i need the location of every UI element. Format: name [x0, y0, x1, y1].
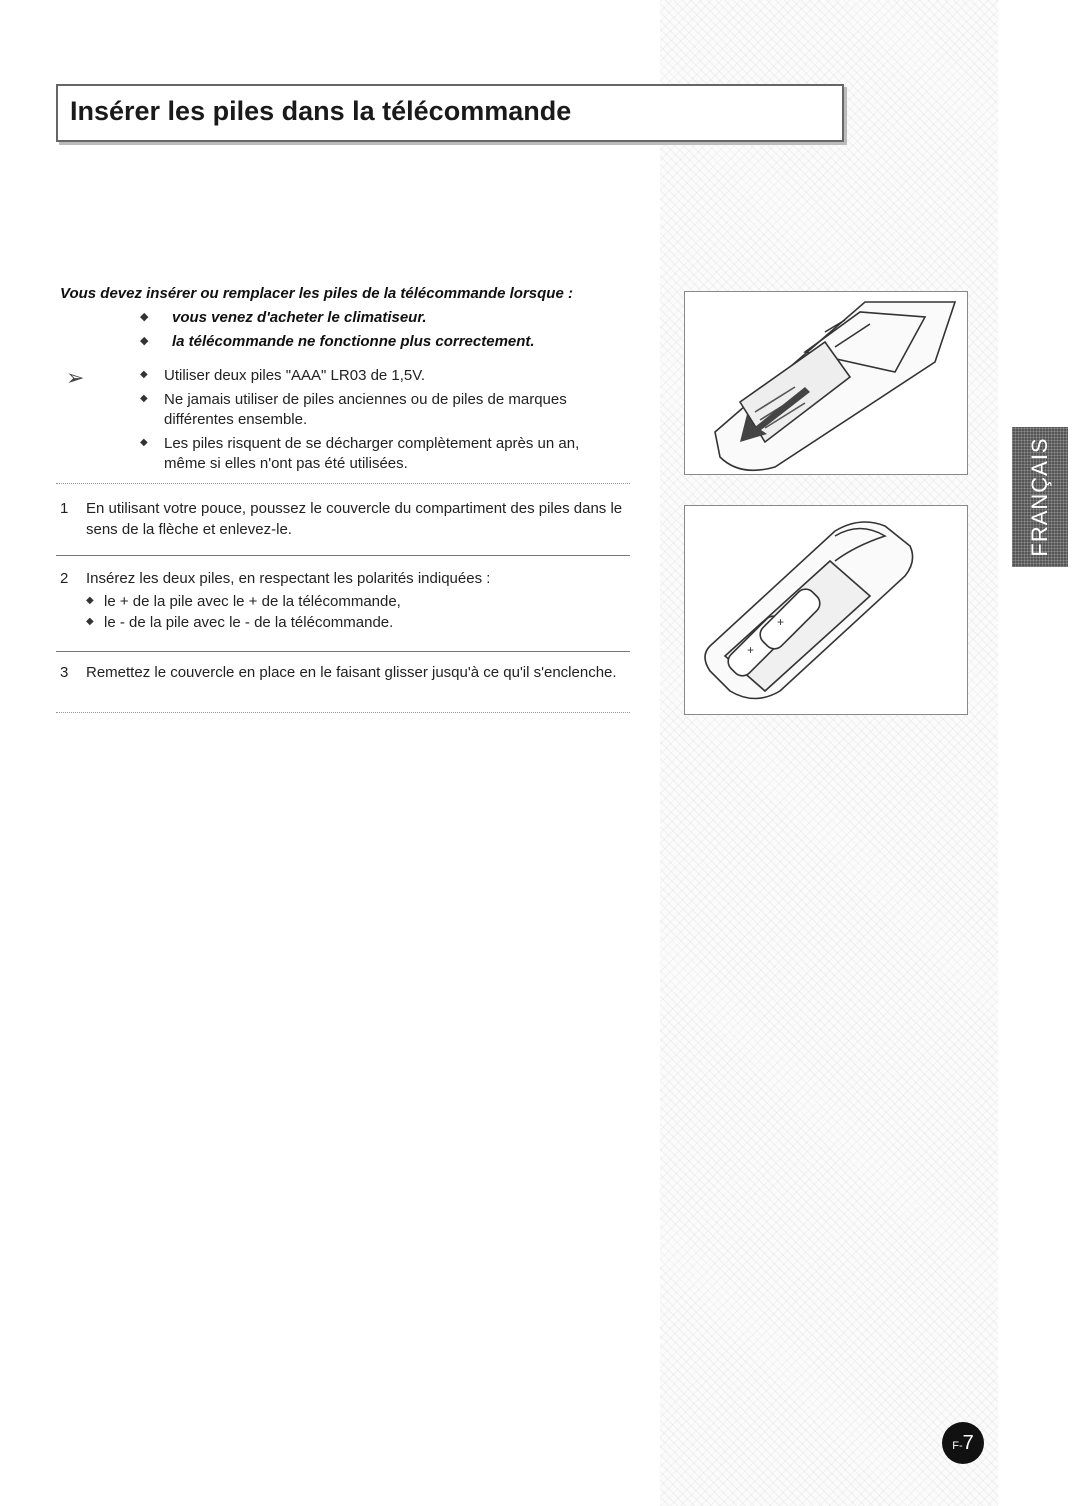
conditions-list	[140, 308, 660, 356]
diamond-bullet-icon: ◆	[140, 335, 149, 347]
title-box	[56, 84, 844, 142]
svg-text:+: +	[777, 615, 785, 629]
list-item: ◆ Utiliser deux piles "AAA" LR03 de 1,5V.	[140, 367, 426, 384]
diamond-bullet-icon: ◆	[140, 393, 148, 404]
diamond-bullet-icon: ◆	[140, 369, 148, 380]
divider	[56, 712, 630, 713]
list-item: ◆ le + de la pile avec le + de la télécommande,	[86, 593, 401, 610]
remote-cover-drawing	[685, 292, 968, 475]
remote-batteries-drawing	[685, 506, 968, 715]
step-number: 2	[60, 570, 69, 587]
step-text: Remettez le couvercle en place en le faisant glisser jusqu'à ce qu'il s'enclenche.	[86, 664, 617, 681]
decorative-side-pattern	[660, 0, 998, 1506]
language-tab	[1012, 427, 1068, 567]
step-2	[56, 568, 626, 633]
remote-batteries-illustration	[684, 505, 968, 715]
divider	[56, 483, 630, 484]
step-3	[56, 662, 626, 683]
diamond-bullet-icon: ◆	[86, 595, 94, 606]
step-number: 1	[60, 500, 69, 517]
diamond-bullet-icon: ◆	[140, 437, 148, 448]
notes-list	[140, 366, 620, 478]
list-item: ◆ Les piles risquent de se décharger complètement après un an, même si elles n'ont pas été utilisées.	[140, 435, 580, 472]
note-arrow-icon: ➢	[66, 365, 85, 390]
step-text: En utilisant votre pouce, poussez le couvercle du compartiment des piles dans le sens de la flèche et enlevez-le.	[86, 500, 623, 538]
list-item: ◆ vous venez d'acheter le climatiseur.	[140, 309, 427, 326]
language-label: FRANÇAIS	[1027, 437, 1052, 557]
remote-cover-illustration	[684, 291, 968, 475]
diamond-bullet-icon: ◆	[140, 311, 149, 323]
list-item: ◆ Ne jamais utiliser de piles anciennes ou de piles de marques différentes ensemble.	[140, 391, 567, 428]
divider	[56, 555, 630, 556]
divider	[56, 651, 630, 652]
step-text: Insérez les deux piles, en respectant les polarités indiquées :	[86, 570, 491, 587]
svg-text:+: +	[747, 643, 755, 657]
diamond-bullet-icon: ◆	[86, 616, 94, 627]
polarity-list	[86, 591, 626, 633]
intro-text: Vous devez insérer ou remplacer les piles de la télécommande lorsque :	[60, 285, 573, 302]
page-number: F-7	[942, 1422, 984, 1464]
list-item: ◆ la télécommande ne fonctionne plus correctement.	[140, 333, 535, 350]
step-number: 3	[60, 664, 69, 681]
list-item: ◆ le - de la pile avec le - de la télécommande.	[86, 614, 394, 631]
page-title: Insérer les piles dans la télécommande	[70, 96, 572, 126]
step-1	[56, 498, 626, 540]
